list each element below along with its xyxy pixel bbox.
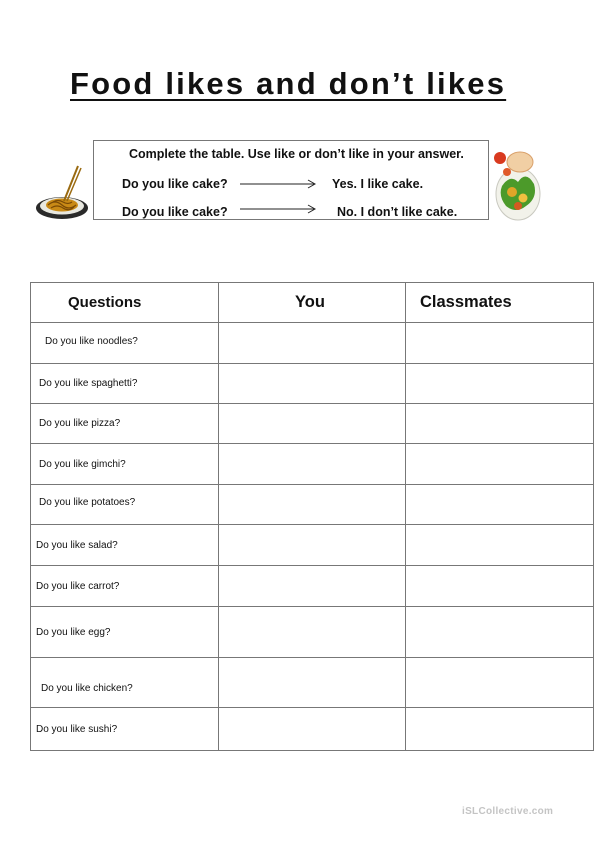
example-answer: Yes. I like cake. <box>332 177 424 191</box>
column-header-you: You <box>219 283 406 323</box>
question-cell: Do you like salad? <box>31 525 219 566</box>
column-header-questions: Questions <box>31 283 219 323</box>
spaghetti-plate-icon <box>34 162 92 222</box>
example-question: Do you like cake? <box>122 205 228 219</box>
question-cell: Do you like spaghetti? <box>31 364 219 404</box>
classmates-answer-cell[interactable] <box>406 404 594 444</box>
classmates-answer-cell[interactable] <box>406 444 594 485</box>
classmates-answer-cell[interactable] <box>406 708 594 751</box>
table-row <box>31 364 594 404</box>
classmates-answer-cell[interactable] <box>406 485 594 525</box>
you-answer-cell[interactable] <box>219 607 406 658</box>
you-answer-cell[interactable] <box>219 708 406 751</box>
table-row <box>31 485 594 525</box>
classmates-answer-cell[interactable] <box>406 658 594 708</box>
table-row <box>31 525 594 566</box>
example-question: Do you like cake? <box>122 177 228 191</box>
question-cell: Do you like chicken? <box>31 658 219 708</box>
question-cell: Do you like egg? <box>31 607 219 658</box>
question-cell: Do you like sushi? <box>31 708 219 751</box>
you-answer-cell[interactable] <box>219 323 406 364</box>
instruction-box <box>93 140 489 220</box>
table-row <box>31 444 594 485</box>
survey-table <box>30 282 594 751</box>
you-answer-cell[interactable] <box>219 658 406 708</box>
you-answer-cell[interactable] <box>219 364 406 404</box>
you-answer-cell[interactable] <box>219 404 406 444</box>
arrow-icon <box>240 204 316 214</box>
watermark-text: iSLCollective.com <box>462 806 554 817</box>
question-cell: Do you like noodles? <box>31 323 219 364</box>
classmates-answer-cell[interactable] <box>406 566 594 607</box>
arrow-icon <box>240 179 316 189</box>
table-row <box>31 323 594 364</box>
classmates-answer-cell[interactable] <box>406 323 594 364</box>
table-row <box>31 566 594 607</box>
table-header-row <box>31 283 594 323</box>
classmates-answer-cell[interactable] <box>406 525 594 566</box>
table-row <box>31 708 594 751</box>
question-cell: Do you like carrot? <box>31 566 219 607</box>
table-row <box>31 658 594 708</box>
you-answer-cell[interactable] <box>219 566 406 607</box>
question-cell: Do you like pizza? <box>31 404 219 444</box>
you-answer-cell[interactable] <box>219 525 406 566</box>
instruction-text: Complete the table. Use like or don’t like in your answer. <box>129 147 464 161</box>
page-title: Food likes and don’t likes <box>70 66 507 101</box>
table-row <box>31 404 594 444</box>
classmates-answer-cell[interactable] <box>406 364 594 404</box>
example-answer: No. I don’t like cake. <box>337 205 458 219</box>
classmates-answer-cell[interactable] <box>406 607 594 658</box>
question-cell: Do you like potatoes? <box>31 485 219 525</box>
salad-bowl-icon <box>490 146 548 224</box>
you-answer-cell[interactable] <box>219 485 406 525</box>
column-header-classmates: Classmates <box>406 283 594 323</box>
you-answer-cell[interactable] <box>219 444 406 485</box>
table-row <box>31 607 594 658</box>
question-cell: Do you like gimchi? <box>31 444 219 485</box>
